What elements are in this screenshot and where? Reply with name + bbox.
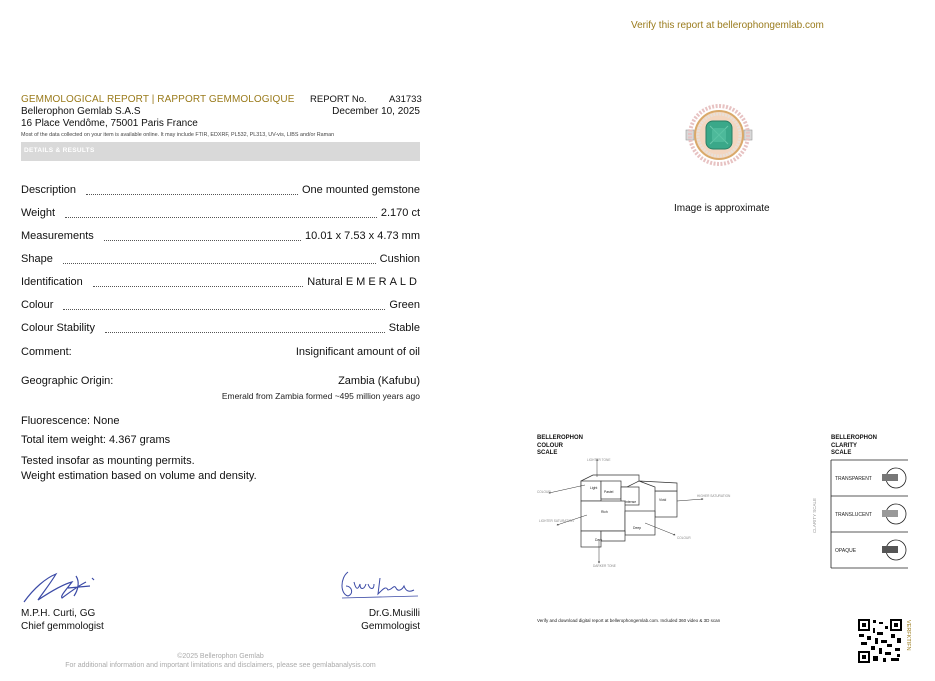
label-pastel: Pastel (604, 490, 614, 494)
data-note: Most of the data collected on your item is available online. It may include FTIR, EDXRF, PL532, PL313, UV-vis, LIBS and/or Raman (21, 132, 335, 138)
right-signatory-role: Gemmologist (361, 621, 420, 632)
report-no-label: REPORT No. (310, 94, 367, 105)
label-lighter-tone: LIGHTER TONE (587, 458, 611, 462)
comment-row (21, 346, 420, 362)
clarity-translucent: TRANSLUCENT (835, 512, 872, 518)
detail-row-colour-stability (21, 322, 420, 338)
detail-value: Green (389, 299, 420, 311)
detail-label: Description (21, 184, 77, 196)
origin-row (21, 375, 420, 391)
left-signatory-role: Chief gemmologist (21, 621, 104, 632)
qr-code-icon[interactable] (857, 618, 903, 664)
label-vivid: Vivid (659, 498, 667, 502)
verify-link[interactable]: Verify this report at bellerophongemlab.com (631, 20, 824, 31)
detail-label: Measurements (21, 230, 94, 242)
colour-title-line: BELLEROPHON (537, 435, 584, 441)
origin-value: Zambia (Kafubu) (338, 375, 420, 387)
colour-title-line: SCALE (537, 450, 558, 456)
colour-scale-diagram (535, 455, 731, 570)
company-name: Bellerophon Gemlab S.A.S (21, 106, 141, 117)
detail-value: Stable (388, 322, 420, 334)
colour-title-line: COLOUR (537, 442, 563, 449)
side-code: VERFKTIFN (905, 620, 911, 651)
clarity-scale-title (831, 435, 877, 458)
detail-row-colour (21, 299, 420, 315)
detail-value: 2.170 ct (380, 207, 420, 219)
detail-value (307, 276, 420, 288)
label-light: Light (590, 486, 598, 490)
image-approx-note: Image is approximate (674, 203, 770, 214)
detail-value: 10.01 x 7.53 x 4.73 mm (305, 230, 420, 242)
company-address: 16 Place Vendôme, 75001 Paris France (21, 118, 198, 129)
comment-value: Insignificant amount of oil (295, 346, 420, 358)
footer-disclaimer: For additional information and important limitations and disclaimers, please see gemlabanalysis.com (65, 662, 376, 669)
detail-value: One mounted gemstone (301, 184, 420, 196)
clarity-opaque: OPAQUE (835, 548, 857, 554)
label-deep: Deep (633, 526, 642, 530)
clarity-side-label: CLARITY SCALE (812, 498, 817, 533)
clarity-title-line: SCALE (831, 450, 852, 456)
download-note: Verify and download digital report at bellerophongemlab.com. Included 360 video & 3D scan (537, 618, 721, 623)
ring-image (684, 104, 754, 170)
detail-label: Identification (21, 276, 83, 288)
comment-label: Comment: (21, 346, 72, 358)
origin-label: Geographic Origin: (21, 375, 114, 387)
detail-label: Colour (21, 299, 54, 311)
signature-musilli (338, 568, 422, 604)
label-dark: Dark (595, 538, 603, 542)
report-title: GEMMOLOGICAL REPORT | RAPPORT GEMMOLOGIQUE (21, 94, 295, 105)
label-rich: Rich (601, 510, 608, 514)
origin-sub: Emerald from Zambia formed ~495 million years ago (221, 391, 420, 401)
clarity-transparent: TRANSPARENT (835, 476, 872, 482)
clarity-title-line: CLARITY (831, 442, 857, 449)
report-number: A31733 (389, 94, 422, 105)
report-date: December 10, 2025 (332, 106, 420, 117)
detail-row-description (21, 184, 420, 200)
detail-label: Colour Stability (21, 322, 95, 334)
label-more-colour: COLOUR (677, 536, 691, 540)
detail-label: Weight (21, 207, 56, 219)
detail-row-measurements (21, 230, 420, 246)
footer-copyright: ©2025 Bellerophon Gemlab (177, 653, 264, 660)
left-signatory-name: M.P.H. Curti, GG (21, 608, 96, 619)
identification-species: EMERALD (345, 276, 420, 288)
signature-curti (20, 566, 106, 608)
identification-prefix: Natural (307, 276, 343, 288)
detail-row-weight (21, 207, 420, 223)
label-darker-tone: DARKER TONE (593, 564, 616, 568)
fluorescence: Fluorescence: None (21, 415, 120, 427)
clarity-title-line: BELLEROPHON (831, 435, 878, 441)
label-higher-saturation: HIGHER SATURATION (697, 494, 731, 498)
label-intense: Intense (625, 500, 637, 504)
section-bar (21, 142, 420, 161)
clarity-scale-diagram (830, 458, 910, 570)
detail-label: Shape (21, 253, 53, 265)
tested-note: Tested insofar as mounting permits. (21, 455, 195, 467)
label-lighter-saturation: LIGHTER SATURATION (539, 519, 574, 523)
detail-row-shape (21, 253, 420, 269)
label-less-colour: COLOUR (537, 490, 551, 494)
estimation-note: Weight estimation based on volume and density. (21, 470, 257, 482)
detail-row-identification (21, 276, 420, 292)
section-bar-label: DETAILS & RESULTS (24, 147, 95, 154)
right-signatory-name: Dr.G.Musilli (368, 608, 420, 619)
detail-value: Cushion (379, 253, 420, 265)
total-weight: Total item weight: 4.367 grams (21, 434, 171, 446)
